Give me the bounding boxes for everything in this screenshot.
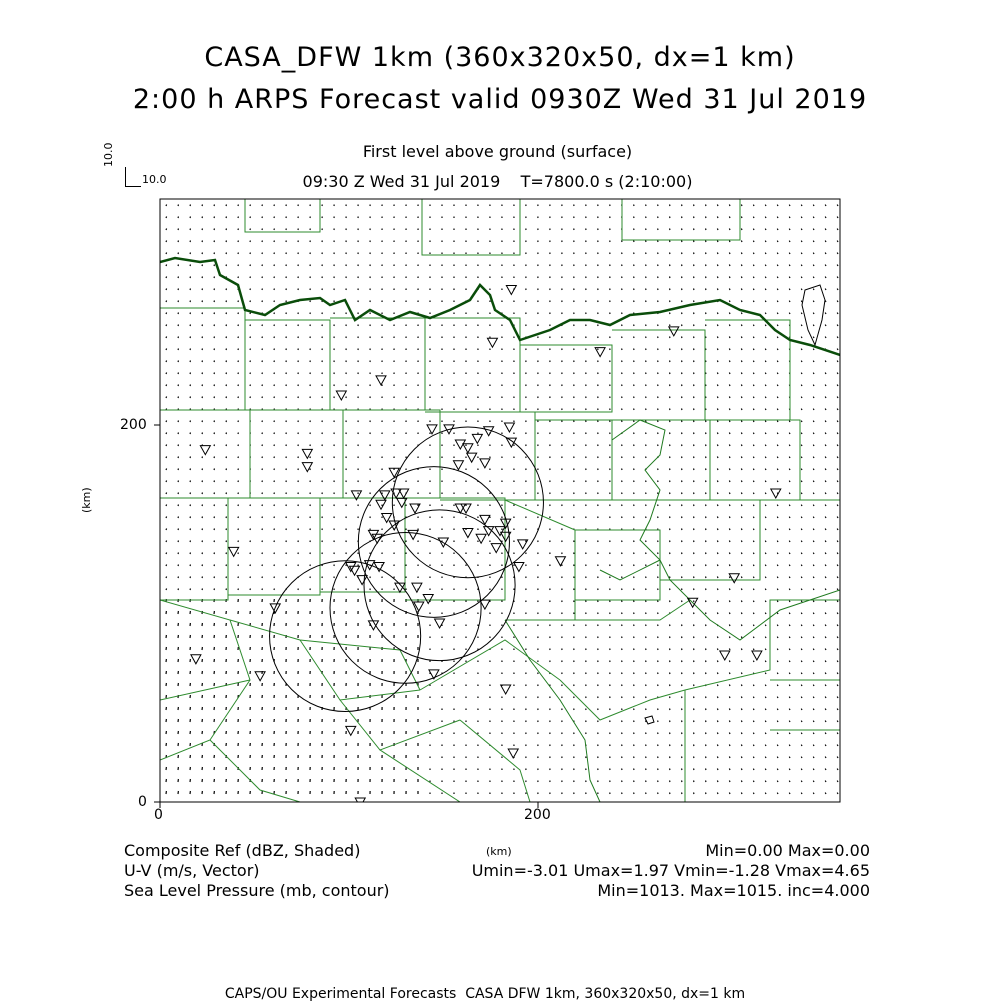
county-line <box>705 320 790 420</box>
county-line <box>535 420 612 500</box>
county-line <box>710 420 800 500</box>
station-marker <box>346 726 356 735</box>
station-marker <box>752 651 762 660</box>
station-marker <box>506 285 516 294</box>
county-line <box>422 199 520 255</box>
x-tick-200: 200 <box>524 807 551 823</box>
legend-pressure-label: Sea Level Pressure (mb, contour) <box>124 881 390 900</box>
station-marker <box>771 489 781 498</box>
lake-outline <box>802 285 825 345</box>
county-line <box>320 498 405 592</box>
station-marker <box>435 619 445 628</box>
county-line <box>505 500 575 620</box>
station-marker <box>491 544 501 553</box>
county-line <box>160 498 228 600</box>
station-marker <box>453 461 463 470</box>
legend-pressure-range: Min=1013. Max=1015. inc=4.000 <box>597 881 870 900</box>
county-line <box>425 318 520 412</box>
legend-wind-label: U-V (m/s, Vector) <box>124 861 260 880</box>
station-marker <box>412 583 422 592</box>
station-marker <box>463 529 473 538</box>
state-border-red-river <box>160 258 840 355</box>
title-line-1: CASA_DFW 1km (360x320x50, dx=1 km) <box>204 42 796 73</box>
county-line <box>300 640 420 700</box>
station-marker <box>376 376 386 385</box>
county-line <box>660 500 760 580</box>
station-marker <box>346 562 356 571</box>
station-marker <box>472 434 482 443</box>
station-marker <box>495 527 505 536</box>
legend-reflectivity-range: Min=0.00 Max=0.00 <box>705 841 870 860</box>
station-marker <box>463 444 473 453</box>
lake-outline-small <box>645 716 654 724</box>
county-line <box>343 410 440 498</box>
station-marker <box>255 672 265 681</box>
station-marker <box>595 348 605 357</box>
county-line <box>612 420 710 500</box>
county-line <box>420 640 560 690</box>
station-marker <box>302 449 312 458</box>
county-line <box>405 498 505 600</box>
wind-vectors <box>166 205 838 795</box>
county-line <box>330 318 425 410</box>
title-line-2: 2:00 h ARPS Forecast valid 0930Z Wed 31 Jul 2019 <box>132 84 868 115</box>
county-line <box>160 600 250 700</box>
station-marker <box>376 500 386 509</box>
county-line <box>575 600 690 620</box>
station-marker <box>669 327 679 336</box>
station-marker <box>191 655 201 664</box>
station-marker <box>508 749 518 758</box>
radar-range-ring <box>358 467 509 618</box>
station-marker <box>720 651 730 660</box>
footer-credit: CAPS/OU Experimental Forecasts CASA DFW 1km, 360x320x50, dx=1 km <box>224 986 746 1002</box>
legend-wind-range: Umin=-3.01 Umax=1.97 Vmin=-1.28 Vmax=4.65 <box>471 861 870 880</box>
county-line <box>520 345 612 412</box>
vector-key-horizontal-label: 10.0 <box>142 173 167 186</box>
station-marker <box>480 515 490 524</box>
station-marker <box>514 562 524 571</box>
station-marker <box>427 425 437 434</box>
station-marker <box>408 530 418 539</box>
station-marker <box>504 423 514 432</box>
county-line <box>250 410 343 498</box>
station-marker <box>501 685 511 694</box>
y-tick-200: 200 <box>120 417 147 433</box>
station-marker <box>229 547 239 556</box>
river-branch <box>600 560 660 580</box>
trinity-river <box>505 620 600 802</box>
radar-range-ring <box>364 510 515 661</box>
valid-time-label: 09:30 Z Wed 31 Jul 2019 T=7800.0 s (2:10:00) <box>302 172 693 191</box>
county-line <box>245 320 330 410</box>
level-label: First level above ground (surface) <box>362 142 633 161</box>
county-line <box>230 620 420 690</box>
legend-reflectivity-label: Composite Ref (dBZ, Shaded) <box>124 841 361 860</box>
county-line <box>575 530 660 600</box>
station-marker <box>302 463 312 472</box>
radar-range-ring <box>392 427 543 578</box>
county-line <box>245 199 320 232</box>
vector-key-vertical-label: 10.0 <box>102 142 115 167</box>
county-line <box>685 600 840 690</box>
county-line <box>460 720 530 802</box>
station-marker <box>336 391 346 400</box>
station-marker <box>200 446 210 455</box>
station-marker <box>487 338 497 347</box>
station-marker <box>270 604 280 613</box>
y-axis-label: (km) <box>80 487 93 513</box>
county-line <box>228 498 320 595</box>
county-line <box>160 680 250 760</box>
station-marker <box>729 574 739 583</box>
county-line <box>560 680 685 720</box>
x-axis-label: (km) <box>486 845 512 858</box>
station-marker <box>423 594 433 603</box>
station-marker <box>506 438 516 447</box>
county-line <box>380 750 460 802</box>
station-marker <box>555 557 565 566</box>
y-tick-0: 0 <box>138 794 147 810</box>
x-tick-0: 0 <box>154 807 163 823</box>
station-marker <box>480 459 490 468</box>
county-line <box>612 330 705 420</box>
station-marker <box>467 453 477 462</box>
wind-vector-field <box>166 205 838 795</box>
station-markers <box>191 285 781 807</box>
county-line <box>622 199 740 240</box>
county-line <box>160 308 245 410</box>
